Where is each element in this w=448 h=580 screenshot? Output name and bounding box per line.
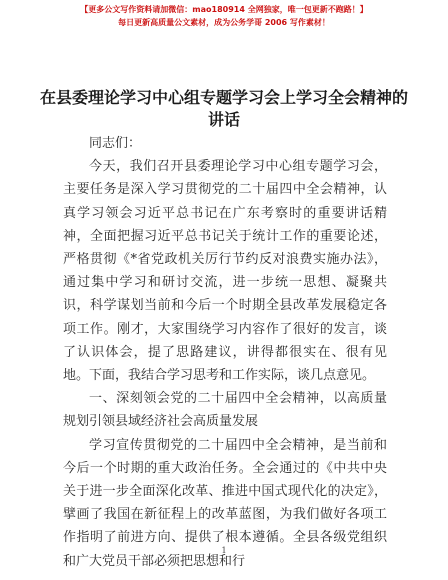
document-title: 在县委理论学习中心组专题学习会上学习全会精神的讲话 [40, 88, 409, 129]
paragraph: 今天，我们召开县委理论学习中心组专题学习会，主要任务是深入学习贯彻党的二十届四中全会精神，认真学习领会习近平总书记在广东考察时的重要讲话精神，全面把握习近平总书记关于统计工作的重要论述，严格贯彻《*省党政机关厉行节约反对浪费实施办法》，通过集中学习和研讨交流，进一步统一思想、凝聚共识，科学谋划当前和今后一个时期全县改革发展稳定各项工作。刚才，大家围绕学习内容作了很好的发言，谈了认识体会，提了思路建议，讲得都很实在、很有见地。下面，我结合学习思考和工作实际，谈几点意见。 [63, 159, 387, 384]
promo-banner-line-2: 每日更新高质量公文素材，成为公务学哥 2006 写作素材！ [118, 18, 330, 27]
document-body [63, 132, 387, 573]
page-number: 1 [221, 546, 227, 555]
section-heading: 一、深刻领会党的二十届四中全会精神，以高质量规划引领县域经济社会高质量发展 [63, 391, 387, 430]
promo-banner-line-1: 【更多公文写作资料请加微信：mao180914 全网独家，唯一包更新不跑路！】 [80, 5, 368, 14]
paragraph: 学习宣传贯彻党的二十届四中全会精神，是当前和今后一个时期的重大政治任务。全会通过的《中共中央关于进一步全面深化改革、推进中国式现代化的决定》，擘画了我国在新征程上的改革蓝图，为我们做好各项工作指明了前进方向、提供了根本遵循。全县各级党组织和广大党员干部必须把思想和行 [63, 437, 387, 569]
salutation: 同志们： [89, 136, 142, 151]
